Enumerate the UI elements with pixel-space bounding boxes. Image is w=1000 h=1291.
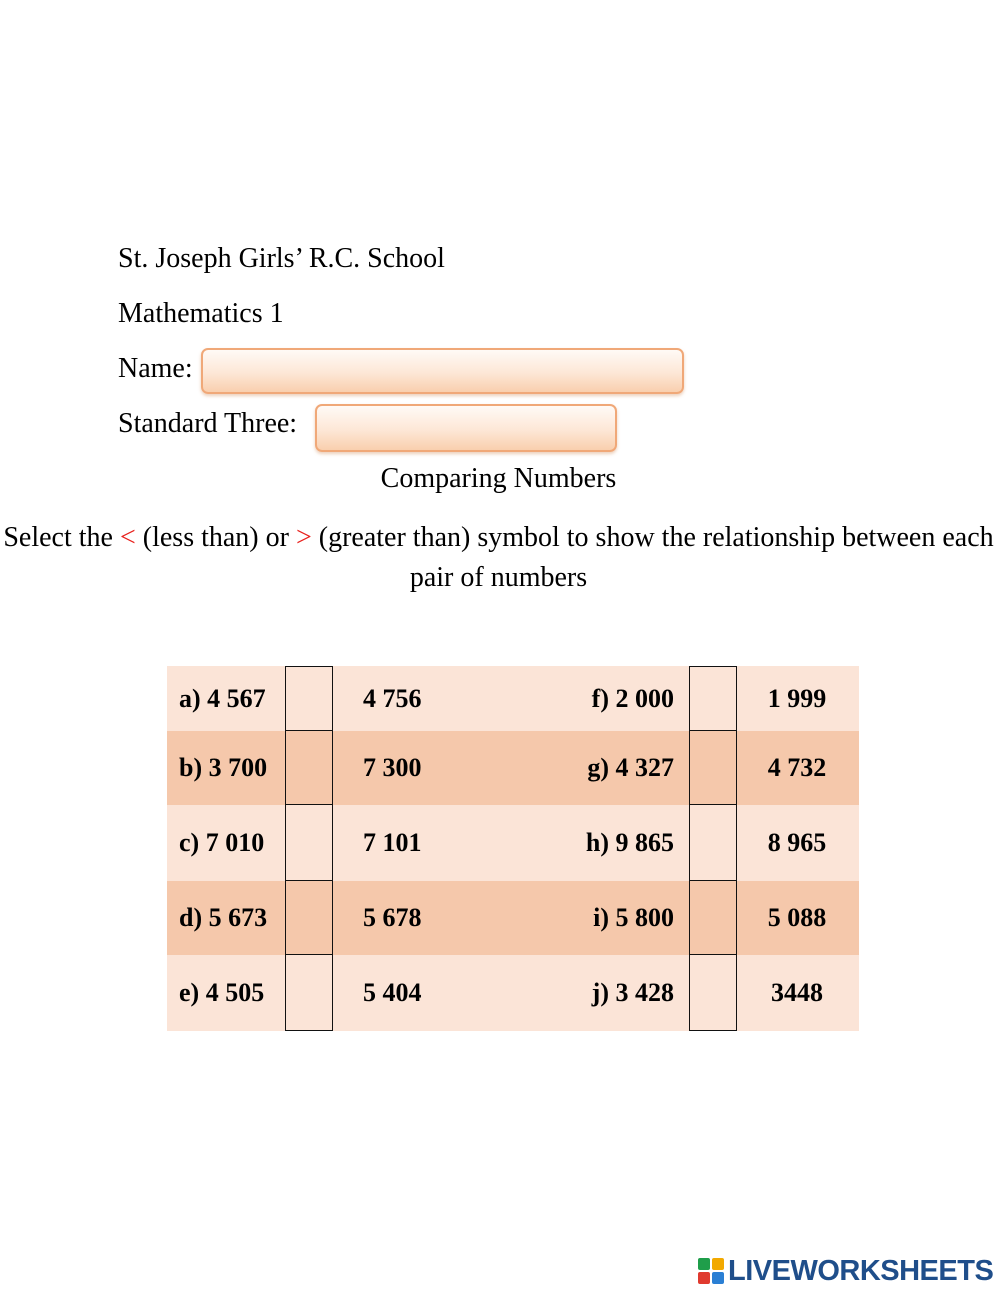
answer-box-d[interactable] — [285, 881, 333, 955]
table-row — [167, 666, 859, 731]
left-compare-number: 7 101 — [363, 828, 422, 857]
right-number: j) 3 428 — [591, 978, 674, 1007]
left-compare-number: 5 678 — [363, 903, 422, 932]
answer-box-j[interactable] — [689, 955, 737, 1031]
answer-box-e[interactable] — [285, 955, 333, 1031]
right-number: i) 5 800 — [593, 903, 674, 932]
name-input[interactable] — [201, 348, 684, 394]
right-compare-number: 4 732 — [767, 753, 827, 782]
subject-label: Mathematics 1 — [118, 298, 284, 329]
right-number: g) 4 327 — [587, 753, 674, 782]
name-label: Name: — [118, 353, 193, 384]
answer-box-i[interactable] — [689, 881, 737, 955]
left-number: e) 4 505 — [179, 978, 265, 1007]
table-row — [167, 881, 859, 955]
table-row — [167, 955, 859, 1031]
liveworksheets-blocks-icon — [698, 1258, 724, 1284]
answer-box-g[interactable] — [689, 731, 737, 805]
right-compare-number: 3448 — [771, 978, 823, 1007]
left-compare-number: 5 404 — [363, 978, 422, 1007]
table-row — [167, 731, 859, 805]
left-number: d) 5 673 — [179, 903, 268, 932]
left-compare-number: 7 300 — [363, 753, 422, 782]
right-compare-number: 1 999 — [767, 683, 827, 713]
instructions-part1: Select the — [3, 522, 120, 553]
answer-box-a[interactable] — [285, 666, 333, 731]
left-compare-number: 4 756 — [363, 683, 422, 713]
right-number: f) 2 000 — [591, 683, 674, 713]
right-compare-number: 5 088 — [767, 903, 827, 932]
table-row — [167, 805, 859, 881]
comparison-table — [167, 666, 859, 1031]
standard-label: Standard Three: — [118, 408, 298, 439]
left-number: a) 4 567 — [179, 683, 266, 713]
left-number: c) 7 010 — [179, 828, 265, 857]
left-number: b) 3 700 — [179, 753, 268, 782]
instructions-part2: (less than) or — [135, 522, 296, 553]
right-number: h) 9 865 — [585, 828, 674, 857]
standard-input[interactable] — [315, 404, 617, 452]
instructions-part3: (greater than) symbol to show the relationship between each pair of numbers — [311, 522, 994, 593]
less-than-symbol: < — [119, 522, 136, 553]
answer-box-b[interactable] — [285, 731, 333, 805]
worksheet-title: Comparing Numbers — [380, 463, 617, 494]
liveworksheets-logo — [698, 1254, 993, 1288]
greater-than-symbol: > — [295, 522, 312, 553]
logo-text: LIVEWORKSHEETS — [728, 1254, 994, 1287]
answer-box-h[interactable] — [689, 805, 737, 881]
answer-box-c[interactable] — [285, 805, 333, 881]
answer-box-f[interactable] — [689, 666, 737, 731]
instructions — [0, 518, 997, 598]
school-name: St. Joseph Girls’ R.C. School — [118, 243, 445, 274]
right-compare-number: 8 965 — [767, 828, 827, 857]
